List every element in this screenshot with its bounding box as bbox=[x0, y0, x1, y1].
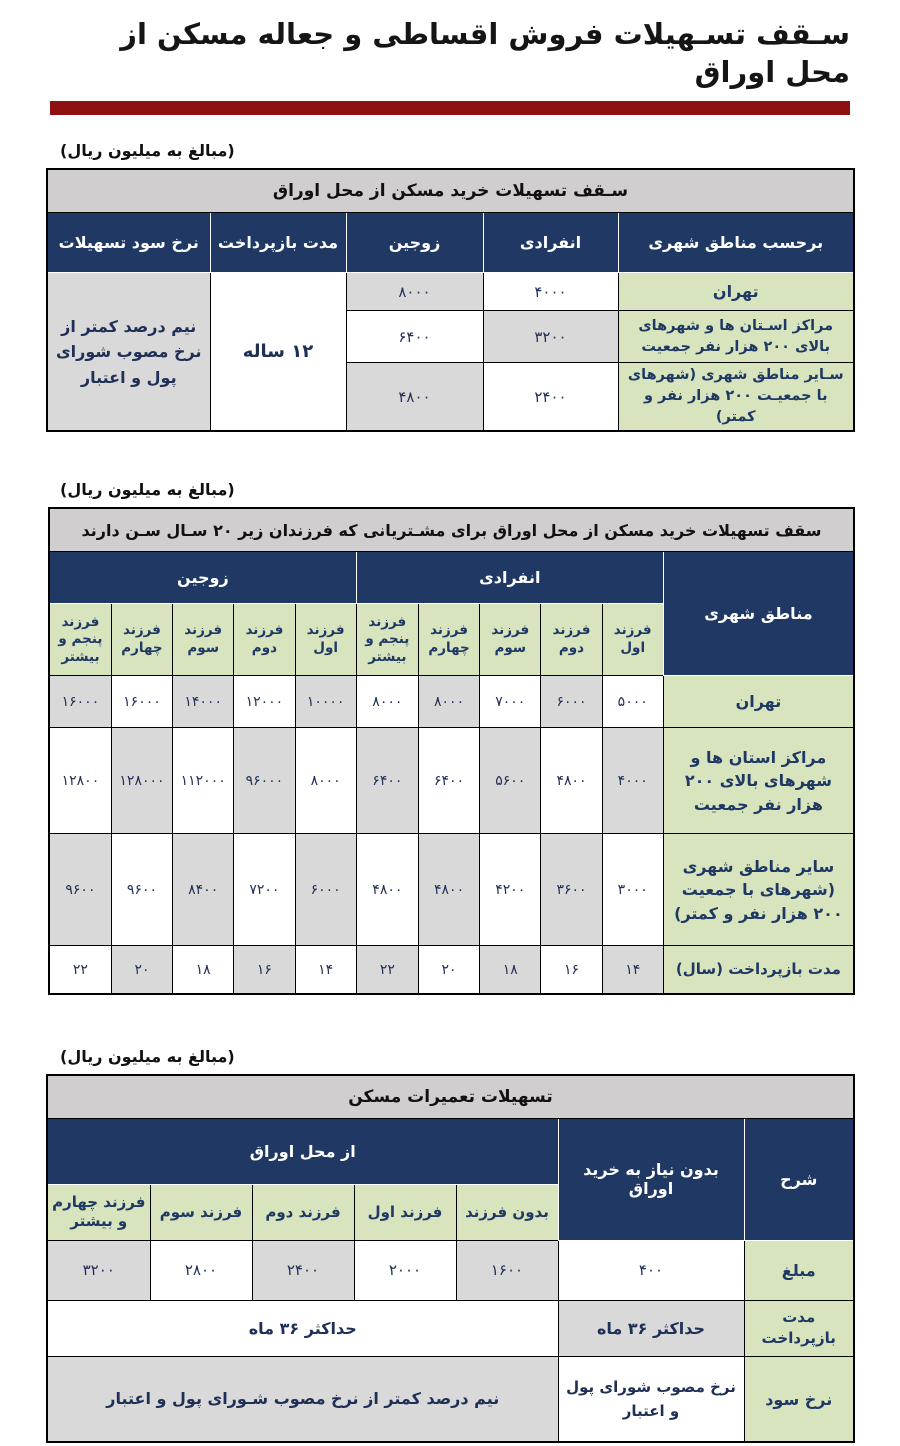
purchase-ceiling-table bbox=[46, 168, 855, 432]
header-child-5: فرزند پنجم و بیشتر bbox=[49, 604, 111, 676]
value-cell: ۱۴۰۰۰ bbox=[173, 676, 234, 728]
header-child-3: فرزند سوم bbox=[150, 1184, 252, 1240]
table-caption: سـقف تسهیلات خرید مسکن از محل اوراق bbox=[47, 169, 854, 213]
table-caption-row bbox=[47, 169, 854, 213]
table-caption-row bbox=[49, 508, 854, 552]
value-cell: ۱۲۸۰۰ bbox=[49, 728, 111, 834]
duration-row bbox=[47, 1300, 854, 1356]
header-single-group: انفرادی bbox=[356, 552, 663, 604]
header-child-4plus: فرزند چهارم و بیشتر bbox=[47, 1184, 150, 1240]
value-cell: ۲۰ bbox=[418, 946, 479, 994]
value-cell: ۷۲۰۰ bbox=[234, 834, 295, 946]
value-cell: ۴۲۰۰ bbox=[480, 834, 541, 946]
header-child-4: فرزند چهارم bbox=[111, 604, 172, 676]
repayment-merged-cell: ۱۲ ساله bbox=[210, 273, 346, 432]
duration-voucher-cell: حداکثر ۳۶ ماه bbox=[47, 1300, 558, 1356]
rate-no-voucher-cell: نرخ مصوب شورای پول و اعتبار bbox=[558, 1356, 744, 1442]
value-cell: ۸۴۰۰ bbox=[173, 834, 234, 946]
value-cell: ۳۶۰۰ bbox=[541, 834, 602, 946]
table-row bbox=[49, 946, 854, 994]
value-cell: ۹۶۰۰ bbox=[49, 834, 111, 946]
header-child-2: فرزند دوم bbox=[252, 1184, 354, 1240]
header-child-1: فرزند اول bbox=[354, 1184, 456, 1240]
value-cell: ۸۰۰۰ bbox=[356, 676, 418, 728]
header-region: مناطق شهری bbox=[663, 552, 854, 676]
value-cell: ۶۴۰۰ bbox=[356, 728, 418, 834]
repayment-label-cell: مدت بازپرداخت (سال) bbox=[663, 946, 854, 994]
page-title: سـقف تسـهیلات فروش اقساطی و جعاله مسکن از محل اوراق bbox=[120, 17, 850, 89]
group-header-row bbox=[47, 1118, 854, 1184]
value-cell: ۴۸۰۰ bbox=[356, 834, 418, 946]
table-row bbox=[49, 834, 854, 946]
value-cell: ۴۰۰ bbox=[558, 1240, 744, 1300]
value-cell: ۶۴۰۰ bbox=[346, 311, 483, 363]
header-child-4: فرزند چهارم bbox=[418, 604, 479, 676]
value-cell: ۱۶ bbox=[541, 946, 602, 994]
header-repayment: مدت بازپرداخت bbox=[210, 213, 346, 273]
table-row bbox=[49, 728, 854, 834]
header-row bbox=[47, 213, 854, 273]
value-cell: ۵۶۰۰ bbox=[480, 728, 541, 834]
region-cell: سایر مناطق شهری (شهرهای با جمعیت ۲۰۰ هزار نفر و کمتر) bbox=[663, 834, 854, 946]
value-cell: ۱۶ bbox=[234, 946, 295, 994]
repair-facilities-table bbox=[46, 1074, 855, 1444]
header-child-2: فرزند دوم bbox=[541, 604, 602, 676]
table-row bbox=[49, 676, 854, 728]
header-child-5: فرزند پنجم و بیشتر bbox=[356, 604, 418, 676]
table-caption: تسهیلات تعمیرات مسکن bbox=[47, 1075, 854, 1119]
region-cell: تهران bbox=[618, 273, 854, 311]
region-cell: تهران bbox=[663, 676, 854, 728]
header-desc: شرح bbox=[744, 1118, 854, 1240]
table-row bbox=[47, 273, 854, 311]
table-caption-row bbox=[47, 1075, 854, 1119]
value-cell: ۸۰۰۰ bbox=[346, 273, 483, 311]
value-cell: ۶۰۰۰ bbox=[541, 676, 602, 728]
value-cell: ۹۶۰۰۰ bbox=[234, 728, 295, 834]
header-child-3: فرزند سوم bbox=[173, 604, 234, 676]
header-no-child: بدون فرزند bbox=[456, 1184, 558, 1240]
value-cell: ۴۸۰۰ bbox=[418, 834, 479, 946]
header-no-voucher: بدون نیاز به خرید اوراق bbox=[558, 1118, 744, 1240]
row-label-cell: مبلغ bbox=[744, 1240, 854, 1300]
value-cell: ۴۰۰۰ bbox=[483, 273, 618, 311]
duration-no-voucher-cell: حداکثر ۳۶ ماه bbox=[558, 1300, 744, 1356]
group-header-row bbox=[49, 552, 854, 604]
value-cell: ۱۰۰۰۰ bbox=[295, 676, 356, 728]
value-cell: ۲۴۰۰ bbox=[483, 363, 618, 432]
header-child-2: فرزند دوم bbox=[234, 604, 295, 676]
amount-row bbox=[47, 1240, 854, 1300]
header-rate: نرخ سود تسهیلات bbox=[47, 213, 210, 273]
region-cell: سـایر مناطق شهری (شهرهای با جمعیـت ۲۰۰ هزار نفر و کمتر) bbox=[618, 363, 854, 432]
value-cell: ۵۰۰۰ bbox=[602, 676, 663, 728]
rate-voucher-cell: نیم درصد کمتر از نرخ مصوب شـورای پول و اعتبار bbox=[47, 1356, 558, 1442]
header-child-1: فرزند اول bbox=[602, 604, 663, 676]
row-label-cell: مدت بازپرداخت bbox=[744, 1300, 854, 1356]
header-single: انفرادی bbox=[483, 213, 618, 273]
value-cell: ۶۰۰۰ bbox=[295, 834, 356, 946]
value-cell: ۴۰۰۰ bbox=[602, 728, 663, 834]
value-cell: ۳۲۰۰ bbox=[483, 311, 618, 363]
value-cell: ۲۰ bbox=[111, 946, 172, 994]
value-cell: ۲۴۰۰ bbox=[252, 1240, 354, 1300]
region-cell: مراکز استان ها و شهرهای بالای ۲۰۰ هزار نفر جمعیت bbox=[663, 728, 854, 834]
rate-merged-cell: نیم درصد کمتر از نرخ مصوب شورای پول و اعتبار bbox=[47, 273, 210, 432]
value-cell: ۸۰۰۰ bbox=[295, 728, 356, 834]
header-child-3: فرزند سوم bbox=[480, 604, 541, 676]
value-cell: ۱۴ bbox=[602, 946, 663, 994]
region-cell: مراکز اسـتان ها و شهرهای بالای ۲۰۰ هزار نفر جمعیت bbox=[618, 311, 854, 363]
value-cell: ۹۶۰۰ bbox=[111, 834, 172, 946]
value-cell: ۱۶۰۰۰ bbox=[49, 676, 111, 728]
title-accent-bar bbox=[50, 101, 850, 115]
value-cell: ۱۸ bbox=[480, 946, 541, 994]
value-cell: ۱۶۰۰ bbox=[456, 1240, 558, 1300]
header-voucher-group: از محل اوراق bbox=[47, 1118, 558, 1184]
value-cell: ۱۴ bbox=[295, 946, 356, 994]
header-region: برحسب مناطق شهری bbox=[618, 213, 854, 273]
rate-row bbox=[47, 1356, 854, 1442]
header-couple: زوجین bbox=[346, 213, 483, 273]
children-under-20-table bbox=[48, 507, 855, 995]
header-child-1: فرزند اول bbox=[295, 604, 356, 676]
value-cell: ۱۱۲۰۰۰ bbox=[173, 728, 234, 834]
unit-note-2: (مبالغ به میلیون ریال) bbox=[60, 480, 235, 500]
row-label-cell: نرخ سود bbox=[744, 1356, 854, 1442]
value-cell: ۱۲۰۰۰ bbox=[234, 676, 295, 728]
unit-note-3: (مبالغ به میلیون ریال) bbox=[60, 1046, 235, 1066]
header-couple-group: زوجین bbox=[49, 552, 356, 604]
table-caption: سقف تسهیلات خرید مسکن از محل اوراق برای مشـتریانی که فرزندان زیر ۲۰ سـال سـن دارند bbox=[49, 508, 854, 552]
value-cell: ۱۸ bbox=[173, 946, 234, 994]
value-cell: ۴۸۰۰ bbox=[541, 728, 602, 834]
value-cell: ۳۲۰۰ bbox=[47, 1240, 150, 1300]
value-cell: ۴۸۰۰ bbox=[346, 363, 483, 432]
value-cell: ۲۲ bbox=[356, 946, 418, 994]
value-cell: ۶۴۰۰ bbox=[418, 728, 479, 834]
value-cell: ۷۰۰۰ bbox=[480, 676, 541, 728]
value-cell: ۲۲ bbox=[49, 946, 111, 994]
value-cell: ۲۸۰۰ bbox=[150, 1240, 252, 1300]
value-cell: ۲۰۰۰ bbox=[354, 1240, 456, 1300]
value-cell: ۱۶۰۰۰ bbox=[111, 676, 172, 728]
value-cell: ۳۰۰۰ bbox=[602, 834, 663, 946]
value-cell: ۸۰۰۰ bbox=[418, 676, 479, 728]
value-cell: ۱۲۸۰۰۰ bbox=[111, 728, 172, 834]
unit-note-1: (مبالغ به میلیون ریال) bbox=[60, 141, 235, 161]
